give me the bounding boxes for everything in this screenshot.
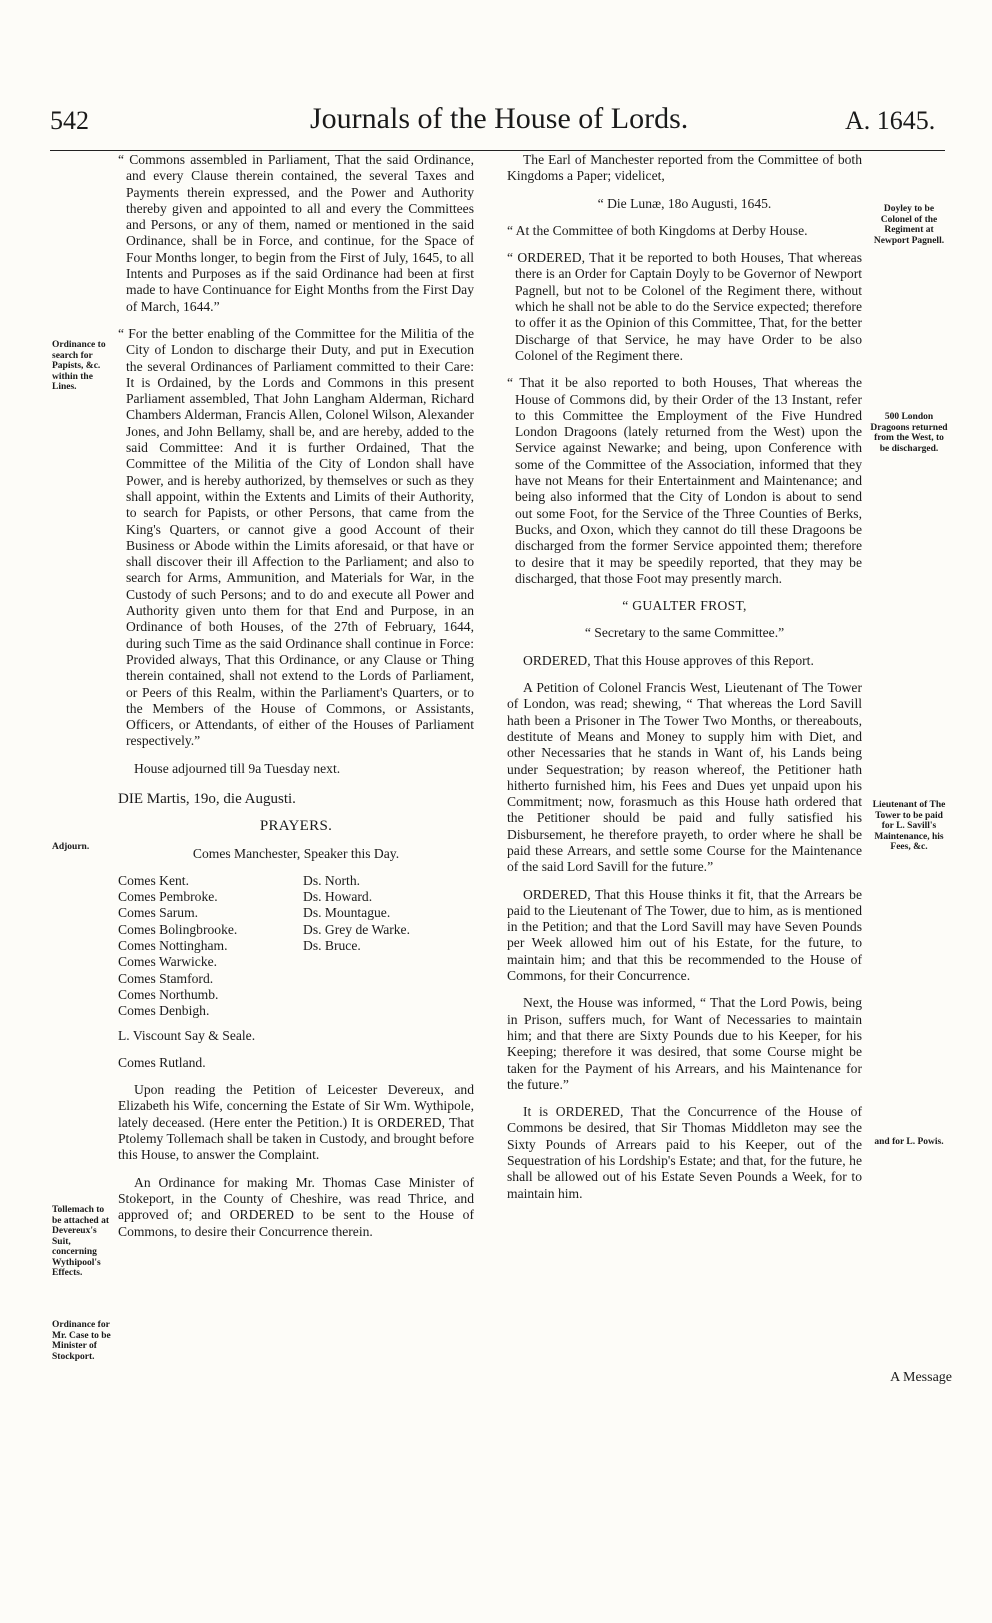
committee-location: “ At the Committee of both Kingdoms at Derby House. bbox=[507, 222, 808, 238]
devereux-petition: Upon reading the Petition of Leicester Devereux, and Elizabeth his Wife, concerning the Estate of Sir Wm. Wythipole, lately deceased. (Here enter the Petition.) It is ORDERED, That Ptolemy Tollemach shall be taken in Custody, and brought before this House, to answer the Complaint. bbox=[118, 1082, 474, 1163]
roll-entry: Comes Stamford. bbox=[118, 970, 214, 986]
report-date: “ Die Lunæ, 18o Augusti, 1645. bbox=[597, 195, 772, 211]
running-year: A. 1645. bbox=[845, 106, 936, 135]
roll-entry: Comes Kent. bbox=[118, 872, 189, 888]
dragoons-order: “ That it be also reported to both Houses, That whereas the House of Commons did, by their Order of the 13 Instant, refer to this Committee the Employment of the Five Hundred London Dragoons (lately returned from the West) upon the Service against Newarke; and being, upon Conference with some of the Committee of the Association, informed that they have not Means for their Entertainment and Maintenance; and being also informed that the City of London is about to send out some Foot, for the Service of the Three Counties of Berks, Bucks, and Oxon, which they cannot do till these Dragoons be discharged from the former Service appointed them; therefore to desire that it may be speedily reported, that they may be discharged, that those Foot may presently march. bbox=[507, 375, 862, 586]
roll-left bbox=[118, 873, 303, 1020]
roll-entry: Ds. Howard. bbox=[303, 889, 373, 905]
running-title: Journals of the House of Lords. bbox=[310, 102, 689, 135]
roll-entry: Comes Warwicke. bbox=[118, 954, 218, 970]
case-ordinance: An Ordinance for making Mr. Thomas Case Minister of Stokeport, in the County of Cheshire, was read Thrice, and approved of; and ORDERED to be sent to the House of Commons, to desire their Concurrence therein. bbox=[118, 1174, 474, 1239]
adjournment: House adjourned till 9a Tuesday next. bbox=[134, 760, 341, 776]
margin-note-ordinance-search: Ordinance to search for Papists, &c. within the Lines. bbox=[52, 340, 106, 392]
margin-note-tollemach: Tollemach to be attached at Devereux's Suit, concerning Wythipool's Effects. bbox=[52, 1205, 109, 1278]
manchester-report: The Earl of Manchester reported from the Committee of both Kingdoms a Paper; videlicet, bbox=[507, 152, 862, 184]
roll-entry: Ds. Mountague. bbox=[303, 905, 391, 921]
powis-information: Next, the House was informed, “ That the Lord Powis, being in Prison, suffers much, for Want of Necessaries to maintain him; and that there are Sixty Pounds due to his Keeper, for his Keeping; therefore it was desired, that some Course might be taken for the Payment of his Arrears, and his Maintenance for the future.” bbox=[507, 995, 862, 1092]
header-rule bbox=[50, 150, 945, 151]
militia-ordinance: “ For the better enabling of the Committee for the Militia of the City of London to discharge their Duty, and put in Execution the several Ordinances of Parliament committed to their Care: It is Ordained, by the Lords and Commons in this present Parliament assembled, That John Langham Alderman, Richard Chambers Alderman, Francis Allen, Colonel Wilson, Alexander Jones, and John Bellamy, shall be, and are hereby, added to the said Committee: And it is further Ordained, That the Committee of the Militia of the City of London shall have Power, and is hereby authorized, by themselves or such as they shall appoint, within the Extents and Limits of their Authority, to search for Papists, or other Persons, that came from the King's Quarters, or cannot give a good Account of their Business or Abode within the Limits aforesaid, or that have or shall discover their ill Affection to the Parliament; and also to search for Arms, Ammunition, and Materials for War, in the Custody of such Persons; and to do and execute all Power and Authority given unto them for that End and Purpose, in an Ordinance of both Houses, of the 27th of February, 1644, during such Time as the said Ordinance shall continue in Force: Provided always, That this Ordinance, or any Clause or Thing therein contained, shall not extend to the Lords of Parliament, or Peers of this Realm, within the Parliament's Quarters, or to the Members of the House of Commons, or Assistants, Officers, or Attendants, of either of the Houses of Parliament respectively.” bbox=[118, 325, 474, 749]
roll-entry: Comes Sarum. bbox=[118, 905, 199, 921]
roll-entry: Comes Bolingbrooke. bbox=[118, 921, 238, 937]
roll-entry: Comes Denbigh. bbox=[118, 1003, 210, 1019]
left-column bbox=[118, 152, 474, 1251]
roll-entry: Comes Pembroke. bbox=[118, 889, 218, 905]
viscount-line: L. Viscount Say & Seale. bbox=[118, 1027, 256, 1043]
signature-title: “ Secretary to the same Committee.” bbox=[584, 625, 785, 641]
margin-note-doyley: Doyley to be Colonel of the Regiment at Newport Pagnell. bbox=[873, 204, 945, 246]
page-number: 542 bbox=[50, 106, 89, 135]
day-heading: DIE Martis, 19o, die Augusti. bbox=[118, 790, 296, 807]
ordinance-continuation: “ Commons assembled in Parliament, That the said Ordinance, and every Clause therein contained, the several Taxes and Payments therein expressed, and the Power and Authority thereby given and appointed to all and every the Committees and Persons, or any of them, named or mentioned in the said Ordinance, shall be in Force, and continue, for the Space of Four Months longer, to begin from the First of July, 1645, to all Intents and Purposes as if the said Ordinance had been at first made to have Continuance for Eight Months from the First Day of March, 1644.” bbox=[118, 152, 474, 314]
powis-order: It is ORDERED, That the Concurrence of the House of Commons be desired, that Sir Thomas Middleton may see the Sixty Pounds of Arrears paid to his Keeper, out of the Sequestration of his Lordship's Estate; and that, for the future, he shall be allowed out of his Estate Seven Pounds a Week, for to maintain him. bbox=[507, 1104, 862, 1201]
west-petition: A Petition of Colonel Francis West, Lieutenant of The Tower of London, was read; shewing, “ That whereas the Lord Savill hath been a Prisoner in The Tower Two Months, or thereabouts, destitute of Means and Money to supply him with Diet, and other Necessaries that he stands in Want of, his Lands being under Sequestration; by reason whereof, the Petitioner hath hitherto furnished him, his Fees and Dues yet unpaid upon his Commitment; now, forasmuch as this House hath ordered that the Petitioner should be paid and fully satisfied his Disbursement, he therefore prayeth, to order where he shall be paid these Arrears, and settle some Course for the Maintenance of the said Lord Savill for the future.” bbox=[507, 680, 862, 875]
margin-note-dragoons: 500 London Dragoons returned from the West, to be discharged. bbox=[870, 412, 948, 454]
report-approval: ORDERED, That this House approves of this Report. bbox=[523, 652, 814, 668]
doyly-order: “ ORDERED, That it be reported to both Houses, That whereas there is an Order for Captain Doyly to be Governor of Newport Pagnell, but not to be Colonel of the Regiment there, without which he shall not be able to do the Service expected; therefore to offer it as the Opinion of this Committee, That, for the better Discharge of that Service, he may have Order to be also Colonel of the Regiment there. bbox=[507, 250, 862, 363]
attendance-roll bbox=[118, 873, 474, 1020]
savill-order: ORDERED, That this House thinks it fit, that the Arrears be paid to the Lieutenant of The Tower, due to him, as is mentioned in the Petition; and that the Lord Savill may have Seven Pounds per Week allowed him out of his Estate, for the future, to maintain him; and that this be recommended to the House of Commons, for their Concurrence. bbox=[507, 886, 862, 984]
rutland-line: Comes Rutland. bbox=[118, 1054, 206, 1070]
roll-right bbox=[303, 873, 473, 1020]
roll-entry: Ds. Bruce. bbox=[303, 938, 361, 954]
margin-note-powis: and for L. Powis. bbox=[874, 1137, 944, 1147]
roll-entry: Ds. North. bbox=[303, 872, 361, 888]
margin-note-adjourn: Adjourn. bbox=[52, 842, 90, 852]
page-header bbox=[0, 100, 992, 150]
catchword: A Message bbox=[890, 1370, 952, 1385]
margin-note-lieutenant: Lieutenant of The Tower to be paid for L. Savill's Maintenance, his Fees, &c. bbox=[872, 800, 946, 852]
roll-entry: Ds. Grey de Warke. bbox=[303, 921, 410, 937]
signature: “ GUALTER FROST, bbox=[622, 598, 747, 614]
right-column bbox=[507, 152, 862, 1213]
roll-entry: Comes Nottingham. bbox=[118, 938, 228, 954]
speaker-line: Comes Manchester, Speaker this Day. bbox=[192, 845, 400, 861]
roll-entry: Comes Northumb. bbox=[118, 986, 219, 1002]
margin-note-case: Ordinance for Mr. Case to be Minister of Stockport. bbox=[52, 1320, 111, 1362]
prayers-heading: PRAYERS. bbox=[259, 818, 333, 835]
